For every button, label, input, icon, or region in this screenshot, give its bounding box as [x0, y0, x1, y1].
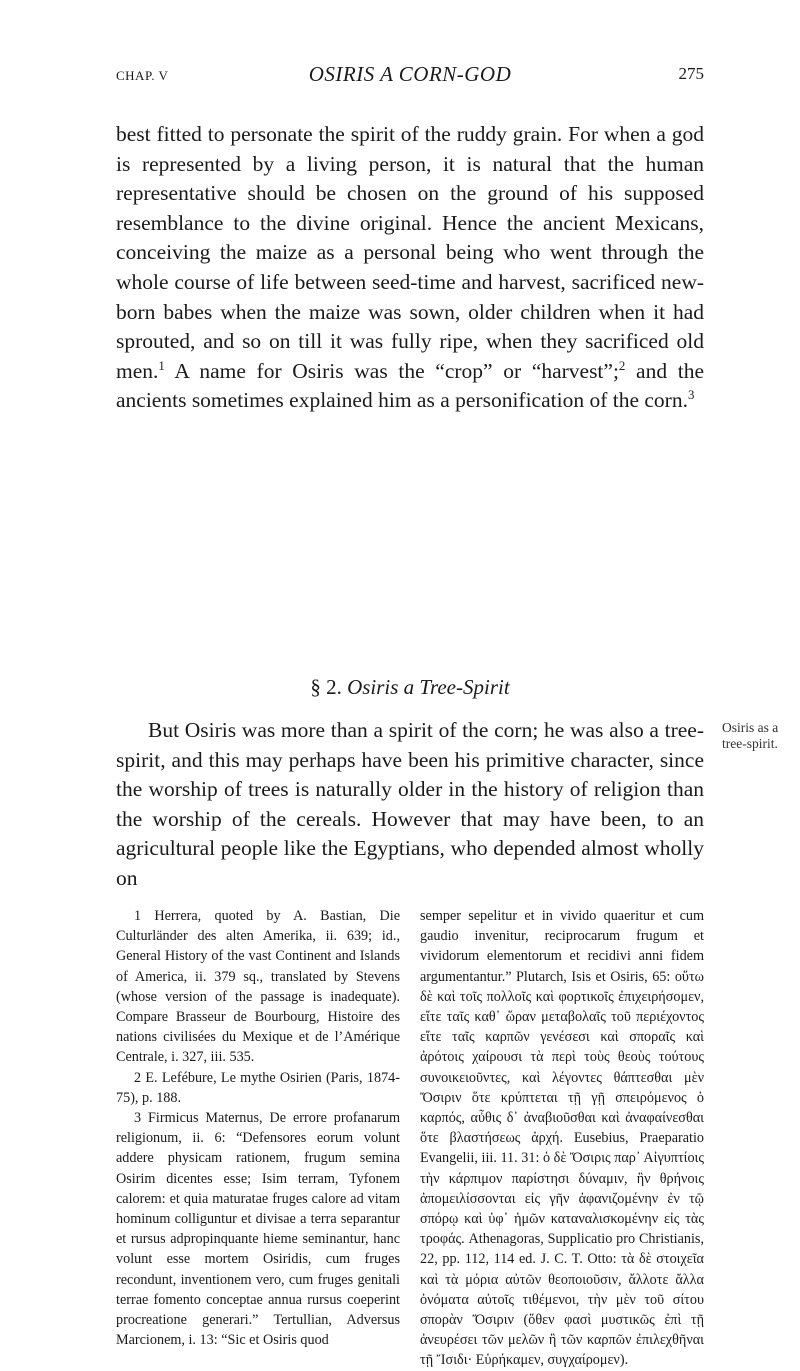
paragraph-1-end: and the ancients sometimes explained him as a personification of the corn. [116, 358, 704, 413]
footnote-3: 3 Firmicus Maternus, De errore profanarum religionum, ii. 6: “Defensores eorum volunt addere physicam rationem, frugum semina Osirim dicentes esse; Isim terram, Tyfonem calorem: et quia maturatae fruges calore ad vitam hominum colliguntur et divisae a terra separantur et rursus adpropinquante hieme seminantur, hanc volunt esse mortem Osiridis, cum fruges recondunt, inventionem vero, cum fruges genitali terrae fomento conceptae annua rursus coeperint procreatione generari.” Tertullian, Adversus Marcionem, i. 13: “Sic et Osiris quod [116, 1110, 400, 1349]
footnotes-left-column [116, 906, 400, 1350]
page-number: 275 [678, 64, 704, 83]
running-title: OSIRIS A CORN-GOD [308, 62, 512, 86]
margin-note: Osiris as a tree-spirit. [722, 720, 779, 751]
footnote-3-continued: semper sepelitur et in vivido quaeritur et cum gaudio invenitur, reciprocarum frugum et vividorum elementorum et recidivi anni fidem argumentantur.” Plutarch, Isis et Osiris, 65: οὕτω δὲ καὶ τοῖς πολλοῖς καὶ φορτικοῖς ἐπιχειρήσομεν, εἴτε ταῖς καθ᾽ ὥραν μεταβολαῖς τοῦ περιέχοντος εἴτε ταῖς καρπῶν γενέσεσι καὶ σποραῖς καὶ ἀρότοις χαίρουσι τὰ περὶ τοὺς θεοὺς τούτους συνοικειοῦντες, καὶ λέγοντες θάπτεσθαι μὲν Ὄσιριν ὅτε κρύπτεται τῇ γῇ σπειρόμενος ὁ καρπός, αὖθις δ᾽ ἀναβιοῦσθαι καὶ ἀναφαίνεσθαι ὅτε βλαστήσεως ἀρχή. Eusebius, Praeparatio Evangelii, iii. 11. 31: ὁ δὲ Ὄσιρις παρ᾽ Αἰγυπτίοις τὴν κάρπιμον παρίστησι δύναμιν, ἣν θρήνοις ἀπομειλίσσονται εἰς γῆν ἀφανιζομένην ἐν τῷ σπόρῳ καὶ ὑφ᾽ ἡμῶν καταναλισκομένην εἰς τὰς τροφάς. Athenagoras, Supplicatio pro Christianis, 22, pp. 112, 114 ed. J. C. T. Otto: τὰ δὲ στοιχεῖα καὶ τὰ μόρια αὐτῶν θεοποιοῦσιν, ἄλλοτε ἄλλα ὀνόματα αὐτοῖς τιθέμενοι, τὴν μὲν τοῦ σίτου σπορὰν Ὄσιριν (ὅθεν φασὶ μυστικῶς ἐπὶ τῇ ἀνευρέσει τῶν μελῶν ἢ τῶν καρπῶν ἐπιλεχθῆναι τῇ Ἴσιδι· Εὑρήκαμεν, συγχαίρομεν). [420, 908, 704, 1369]
footnote-1: 1 Herrera, quoted by A. Bastian, Die Culturländer des alten Amerika, ii. 639; id., General History of the vast Continent and Islands of America, ii. 379 sq., translated by Stevens (whose version of the passage is inadequate). Compare Brasseur de Bourbourg, Histoire des nations civilisées du Mexique et de l’Amérique Centrale, i. 327, iii. 535. [116, 908, 400, 1066]
chapter-label: CHAP. V [116, 68, 169, 83]
footnotes-right-column [420, 906, 704, 1371]
main-text-block [116, 120, 704, 416]
paragraph-1-mid: A name for Osiris was the “crop” or “harvest”; [164, 358, 619, 383]
section-title: Osiris a Tree-Spirit [347, 675, 510, 699]
footnote-ref-3: 3 [687, 388, 695, 403]
footnote-ref-1: 1 [158, 358, 165, 373]
footnote-ref-2: 2 [618, 358, 626, 373]
running-header [116, 58, 704, 88]
section-heading [116, 675, 704, 700]
paragraph-1-text: best fitted to personate the spirit of the ruddy grain. For when a god is represented by a living person, it is natural that the human representative should be chosen on the ground of his supposed resemblance to the divine original. Hence the ancient Mexicans, conceiving the maize as a personal being who went through the whole course of life between seed-time and harvest, sacrificed new-born babes when the maize was sown, older children when it had sprouted, and so on till it was fully ripe, when they sacrificed old men. [116, 122, 704, 383]
paragraph-1 [116, 120, 704, 416]
paragraph-2: But Osiris was more than a spirit of the corn; he was also a tree-spirit, and this may perhaps have been his primitive character, since the worship of trees is naturally older in the history of religion than the worship of the cereals. However that may have been, to an agricultural people like the Egyptians, who depended almost wholly on [116, 718, 704, 890]
footnote-2: 2 E. Lefébure, Le mythe Osirien (Paris, 1874-75), p. 188. [116, 1069, 400, 1106]
main-text-block-2 [116, 716, 704, 894]
section-mark: § 2. [310, 675, 342, 699]
